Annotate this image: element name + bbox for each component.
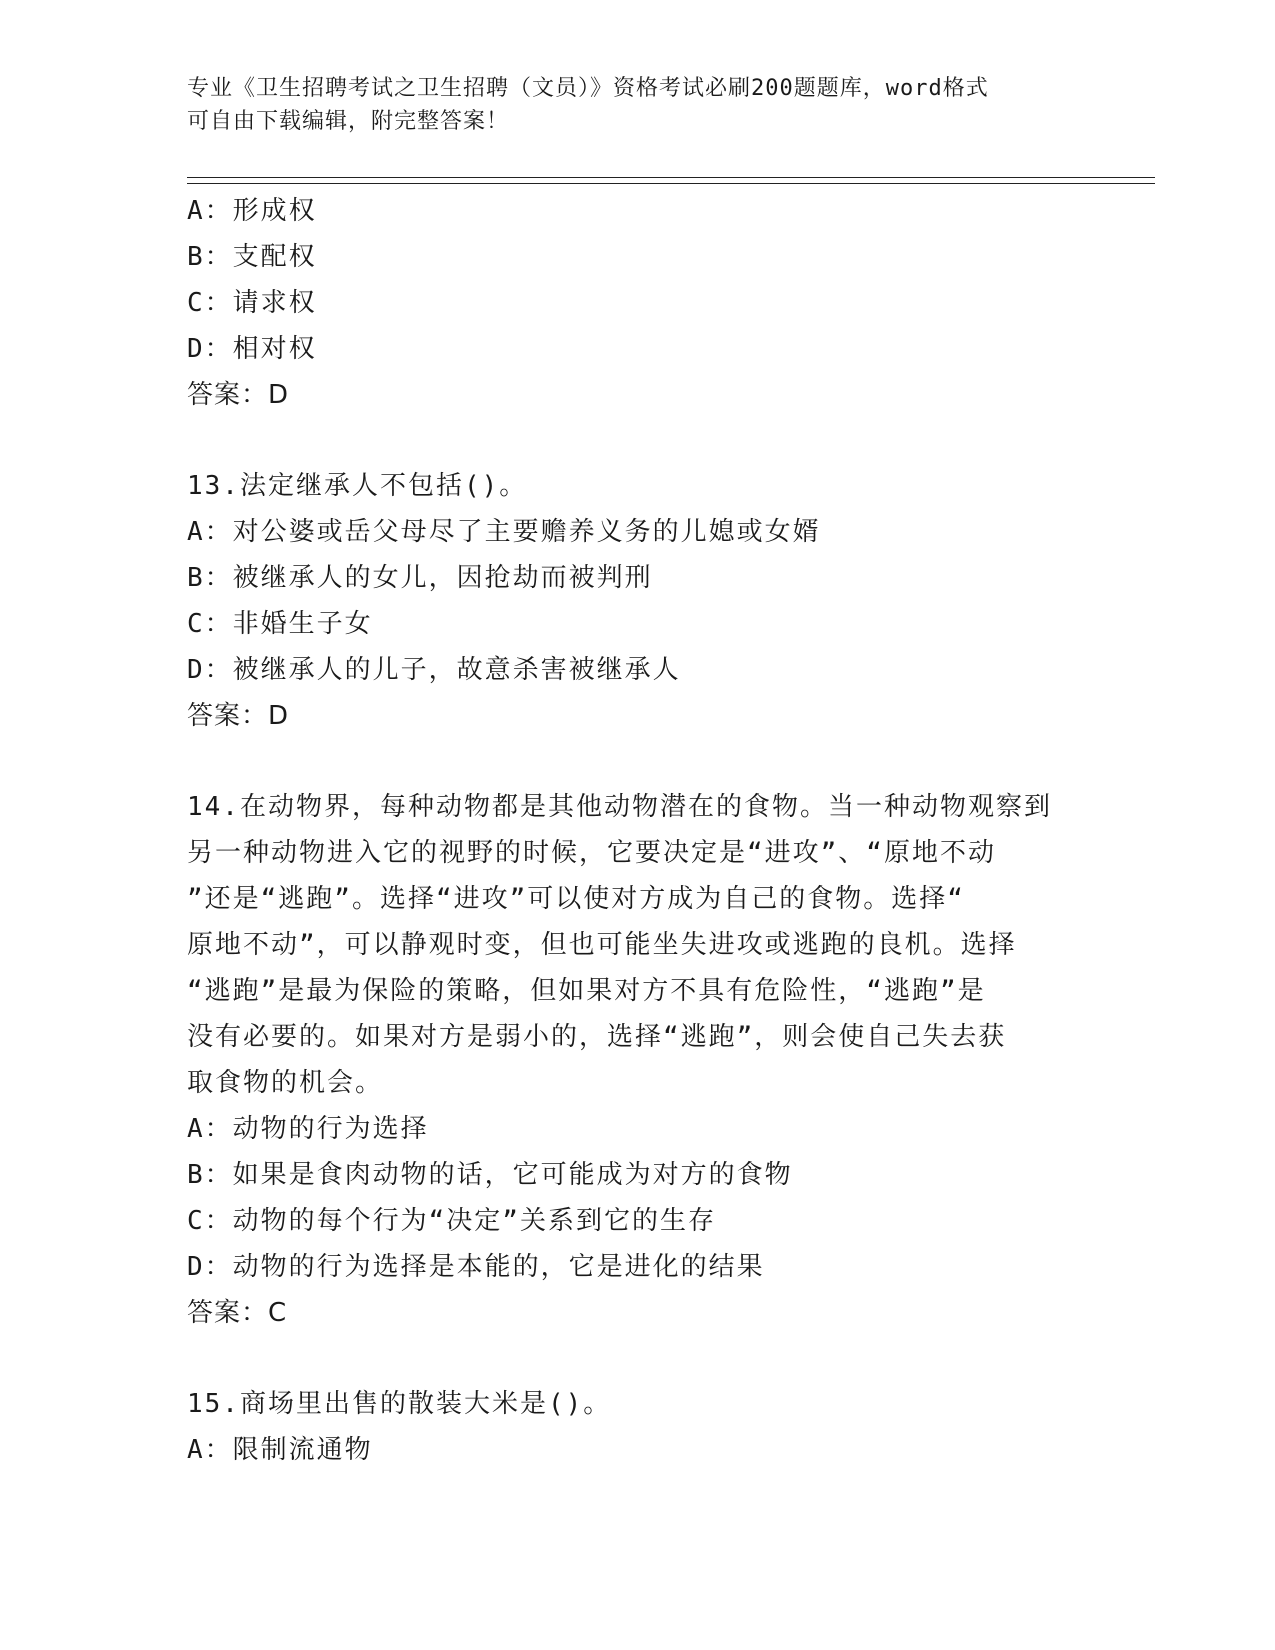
- option-a: A：对公婆或岳父母尽了主要赡养义务的儿媳或女婿: [187, 517, 821, 547]
- question-stem-line: 原地不动”，可以静观时变，但也可能坐失进攻或逃跑的良机。选择: [187, 930, 1017, 960]
- header-divider-bottom: [187, 183, 1155, 184]
- question-stem: 13.法定继承人不包括()。: [187, 471, 528, 501]
- option-b: B：被继承人的女儿，因抢劫而被判刑: [187, 563, 653, 593]
- question-12: [187, 188, 1087, 418]
- question-stem: 15.商场里出售的散装大米是()。: [187, 1389, 612, 1419]
- option-d: D：相对权: [187, 334, 317, 364]
- question-13: [187, 463, 1087, 739]
- option-a: A：形成权: [187, 196, 317, 226]
- question-stem-line: “逃跑”是最为保险的策略，但如果对方不具有危险性，“逃跑”是: [187, 976, 986, 1006]
- question-stem-line: 另一种动物进入它的视野的时候，它要决定是“进攻”、“原地不动: [187, 838, 996, 868]
- option-c: C：动物的每个行为“决定”关系到它的生存: [187, 1206, 716, 1236]
- option-d: D：动物的行为选择是本能的，它是进化的结果: [187, 1252, 765, 1282]
- question-list: [187, 188, 1087, 1473]
- header-divider-top: [187, 177, 1155, 178]
- question-stem-line: 没有必要的。如果对方是弱小的，选择“逃跑”，则会使自己失去获: [187, 1022, 1007, 1052]
- spacer: [187, 739, 1087, 784]
- header-line-1: 专业《卫生招聘考试之卫生招聘（文员）》资格考试必刷200题题库，word格式: [187, 76, 989, 101]
- option-c: C：请求权: [187, 288, 317, 318]
- question-stem-line: ”还是“逃跑”。选择“进攻”可以使对方成为自己的食物。选择“: [187, 884, 965, 914]
- question-14: [187, 784, 1087, 1336]
- spacer: [187, 418, 1087, 463]
- option-c: C：非婚生子女: [187, 609, 373, 639]
- option-b: B：如果是食肉动物的话，它可能成为对方的食物: [187, 1160, 793, 1190]
- spacer: [187, 1336, 1087, 1381]
- option-a: A：限制流通物: [187, 1435, 373, 1465]
- question-15: [187, 1381, 1087, 1473]
- option-b: B：支配权: [187, 242, 317, 272]
- header-line-2: 可自由下载编辑，附完整答案！: [187, 109, 510, 134]
- option-d: D：被继承人的儿子，故意杀害被继承人: [187, 655, 681, 685]
- document-header: [187, 72, 1067, 138]
- answer-label: 答案：D: [187, 380, 290, 410]
- answer-label: 答案：D: [187, 701, 290, 731]
- answer-label: 答案：C: [187, 1298, 288, 1328]
- option-a: A：动物的行为选择: [187, 1114, 429, 1144]
- question-stem-line: 取食物的机会。: [187, 1068, 384, 1098]
- question-stem-line: 14.在动物界，每种动物都是其他动物潜在的食物。当一种动物观察到: [187, 792, 1052, 822]
